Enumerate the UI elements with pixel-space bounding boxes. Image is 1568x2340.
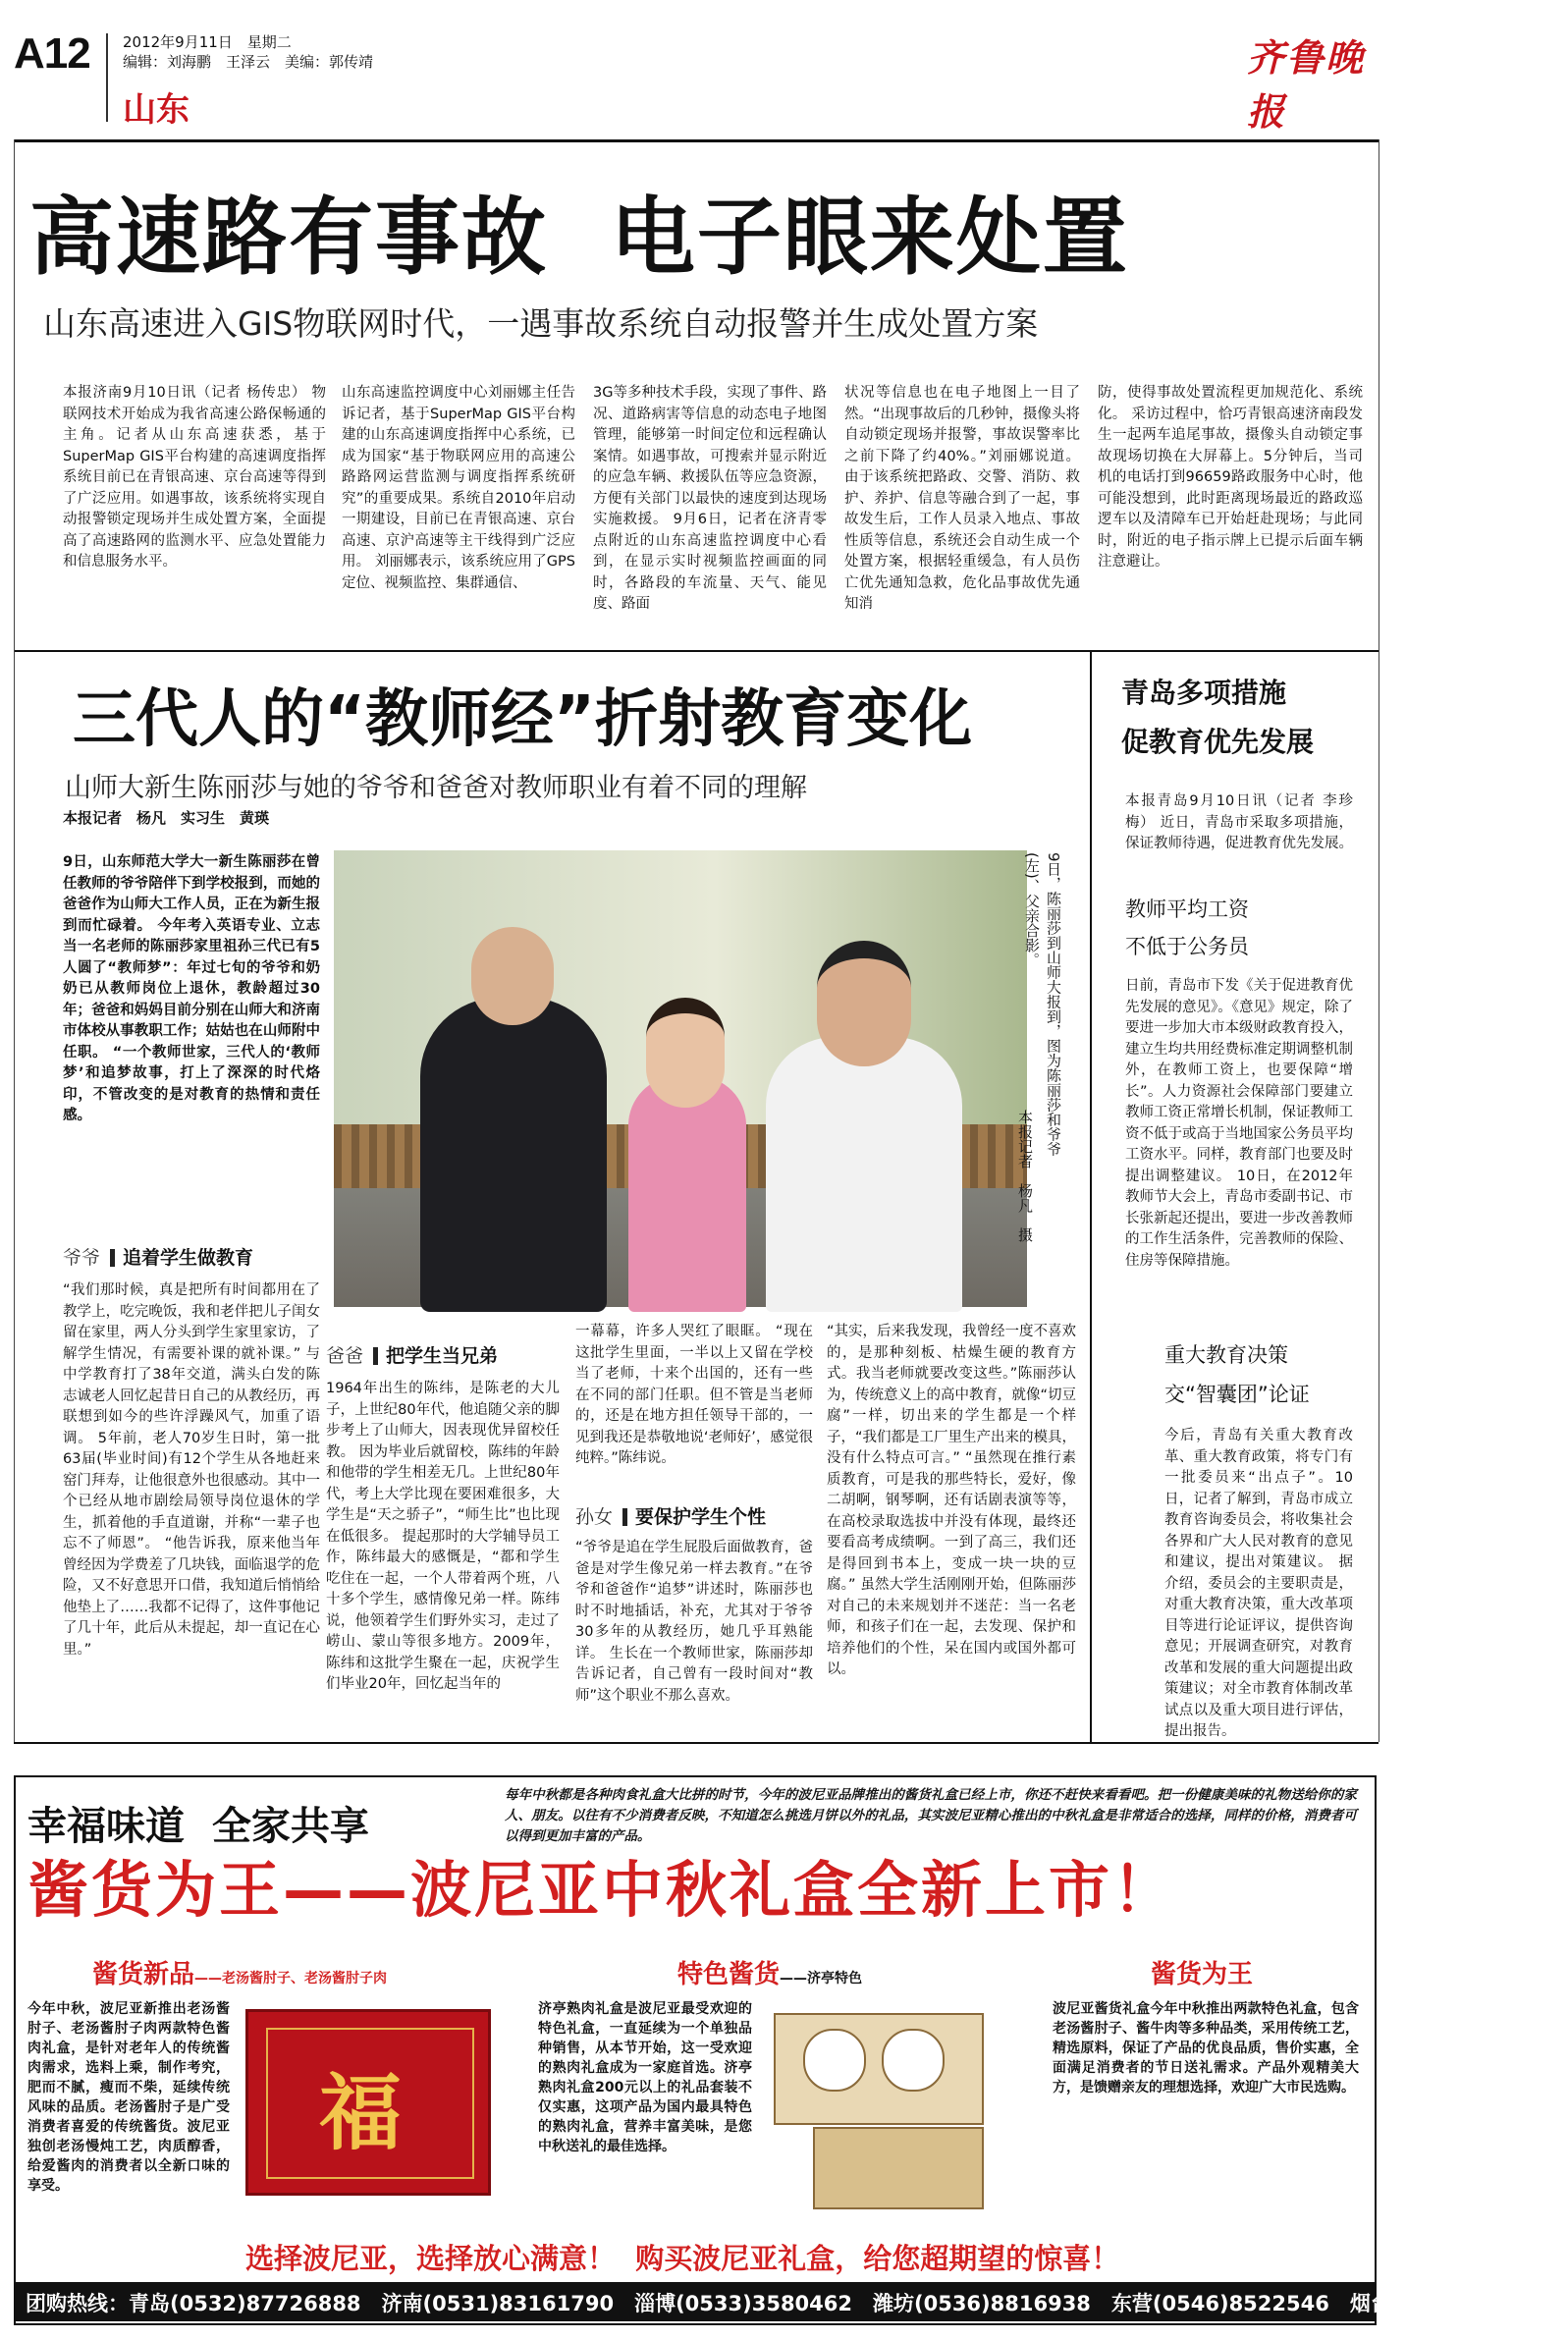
story1-col3: 3G等多种技术手段，实现了事件、路况、道路病害等信息的动态电子地图管理，能够第一时间定位和远程确认案情。如遇事故，可搜索并显示附近的应急车辆、救援队伍等应急资源，方便有关部门以最快的速度到达现场实施救援。 9月6日，记者在济青零点附近的山东高速监控调度中心看到，在显示实时视频监控画面的同时，各路段的车流量、天气、能见度、路面 <box>593 385 827 612</box>
ad-slogan: 幸福味道 全家共享 <box>27 1804 369 1849</box>
newspaper-logo: 齐鲁晚报 <box>1247 35 1366 134</box>
ad-product3-head: 酱货为王 <box>1151 1960 1254 1989</box>
sidebar-head1-line1: 教师平均工资 <box>1125 898 1249 921</box>
ad-hotline: 团购热线：青岛(0532)87726888 济南(0531)83161790 淄博(0533)3580462 潍坊(0536)8816938 东营(0546)8522546 烟台(0535)6805771 <box>26 2292 1568 2315</box>
section-granddaughter-tag: 孙女 <box>575 1506 614 1528</box>
sidebar-title-line1: 青岛多项措施 <box>1121 677 1287 709</box>
section-father-head: 爸爸 把学生当兄弟 <box>326 1345 499 1367</box>
sidebar-head2-line2: 交“智囊团”论证 <box>1164 1383 1310 1406</box>
section-granddaughter-text: “爷爷是追在学生屁股后面做教育，爸爸是对学生像兄弟一样去教育。”在爷爷和爸爸作“追梦”讲述时，陈丽莎也时不时地插话，补充，尤其对于爷爷30多年的从教经历，她几乎耳熟能详。 生长在一个教师世家，陈丽莎却告诉记者，自己曾有一段时间对“教师”这个职业不那么喜欢。 <box>575 1540 813 1704</box>
section-grandpa-head: 爷爷 追着学生做教育 <box>63 1247 254 1269</box>
ad-headline: 酱货为王——波尼亚中秋礼盒全新上市！ <box>27 1854 1177 1926</box>
sidebar-lead: 本报青岛9月10日讯（记者 李珍梅） 近日，青岛市采取多项措施，保证教师待遇，促进教育优先发展。 <box>1125 793 1353 851</box>
sidebar-text2: 今后，青岛有关重大教育改革、重大教育政策，将专门有一批委员来“出点子”。10日，记者了解到，青岛市成立教育咨询委员会，将收集社会各界和广大人民对教育的意见和建议，提出对策建议。 据介绍，委员会的主要职责是，对重大教育决策，重大改革项目等进行论证评议，提供咨询意见；开展调查研究，对教育改革和发展的重大问题提出政策建议；对全市教育体制改革试点以及重大项目进行评估，提出报告。 <box>1164 1428 1353 1739</box>
ad-product2-text: 济亭熟肉礼盒是波尼亚最受欢迎的特色礼盒，一直延续为一个单独品种销售，从本节开始，这一受欢迎的熟肉礼盒成为一家庭首选。济亭熟肉礼盒200元以上的礼品套装不仅实惠，这项产品为国内最具特色的熟肉礼盒，营养丰富美味，是您中秋送礼的最佳选择。 <box>538 2001 752 2154</box>
page-number: A12 <box>14 29 90 78</box>
grandfather-figure <box>420 998 607 1312</box>
story2-intro: 9日，山东师范大学大一新生陈丽莎在曾任教师的爷爷陪伴下到学校报到，而她的爸爸作为山师大工作人员，正在为新生报到而忙碌着。 今年考入英语专业、立志当一名老师的陈丽莎家里祖孙三代已有5人圆了“教师梦”：年过七旬的爷爷和奶奶已从教师岗位上退休，教龄超过30年；爸爸和妈妈目前分别在山师大和济南市体校从事教职工作；姑姑也在山师附中任职。 “一个教师世家，三代人的‘教师梦’和追梦故事，打上了深深的时代烙印，不管改变的是对教育的热情和责任感。 <box>63 854 320 1123</box>
sidebar-head2-line1: 重大教育决策 <box>1164 1343 1288 1367</box>
section-grandpa-text: “我们那时候，真是把所有时间都用在了教学上，吃完晚饭，我和老伴把儿子闺女留在家里，两人分头到学生家里家访，了解学生情况，有需要补课的就补课。” 与中学教育打了38年交道，满头白发的陈志诚老人回忆起昔日自己的从教经历，再联想到如今的些许浮躁风气，加重了语调。 5年前，老人70岁生日时，第一批63届(毕业时间)有12个学生从各地赶来窑门拜寿，让他很意外也很感动。其中一个已经从地市剧绘局领导岗位退休的学生，抓着他的手直道谢，并称“一辈子也忘不了师恩”。 “他告诉我，原来他当年曾经因为学费差了几块钱，面临退学的危险，又不好意思开口借，我知道后悄悄给他垫上了……我都不记得了，这件事他记了几十年，此后从未提起，却一直记在心里。” <box>63 1282 320 1658</box>
story1-title: 高速路有事故 电子眼来处置 <box>29 189 1129 287</box>
sidebar-title-line2: 促教育优先发展 <box>1121 726 1315 758</box>
section-father-text: 1964年出生的陈纬，是陈老的大儿子，上世纪80年代，他追随父亲的脚步考上了山师大，因表现优异留校任教。 因为毕业后就留校，陈纬的年龄和他带的学生相差无几。上世纪80年代，考上大学比现在要困难很多，大学生是“天之骄子”，“师生比”也比现在低很多。 提起那时的大学辅导员工作，陈纬最大的感慨是，“都和学生吃住在一起，一个人带着两个班，八十多个学生，感情像兄弟一样。陈纬说，他领着学生们野外实习，走过了崂山、蒙山等很多地方。2009年，陈纬和这批学生聚在一起，庆祝学生们毕业20年，回忆起当年的 <box>326 1381 560 1692</box>
sidebar-head1-line2: 不低于公务员 <box>1125 935 1249 958</box>
ad-product1-text: 今年中秋，波尼亚新推出老汤酱肘子、老汤酱肘子肉两款特色酱肉礼盒，是针对老年人的传统酱肉需求，选料上乘，制作考究，肥而不腻，瘦而不柴，延续传统风味的品质。老汤酱肘子是广受消费者喜爱的传统酱货。波尼亚独创老汤慢炖工艺，肉质醇香，给爱酱肉的消费者以全新口味的享受。 <box>27 2001 230 2194</box>
story2-title: 三代人的“教师经”折射教育变化 <box>73 683 973 756</box>
sidebar-text1: 日前，青岛市下发《关于促进教育优先发展的意见》。《意见》规定，除了要进一步加大市本级财政教育投入，建立生均共用经费标准定期调整机制外，在教师工资上，也要保障“增长”。人力资源社会保障部门要建立教师工资正常增长机制，保证教师工资不低于或高于当地国家公务员平均工资水平。同样，教育部门也要及时提出调整建议。 10日，在2012年教师节大会上，青岛市委副书记、市长张新起还提出，要进一步改善教师的工作生活条件，完善教师的保险、住房等保障措施。 <box>1125 978 1353 1269</box>
granddaughter-figure <box>628 1076 746 1312</box>
issue-date: 2012年9月11日 星期二 <box>123 33 292 51</box>
ad-product3-text: 波尼亚酱货礼盒今年中秋推出两款特色礼盒，包含老汤酱肘子、酱牛肉等多种品类，采用传统工艺，精选原料，保证了产品的优良品质，售价实惠，全面满足消费者的节日送礼需求。产品外观精美大方，是馈赠亲友的理想选择，欢迎广大市民选购。 <box>1053 2001 1359 2095</box>
story1-col4: 状况等信息也在电子地图上一目了然。“出现事故后的几秒钟，摄像头将自动锁定现场并报警，事故误警率比之前下降了约40%。”刘丽娜说道。 由于该系统把路政、交警、消防、救护、养护、信息等融合到了一起，事故发生后，工作人员录入地点、事故性质等信息，系统还会自动生成一个处置方案，根据轻重缓急，有人员伤亡优先通知急救，危化品事故优先通知消 <box>844 385 1080 612</box>
section-granddaughter-head: 孙女 要保护学生个性 <box>575 1506 767 1528</box>
section-label: 山东 <box>123 90 189 130</box>
story1-subtitle: 山东高速进入GIS物联网时代，一遇事故系统自动报警并生成处置方案 <box>43 304 1039 343</box>
ad-note: 每年中秋都是各种肉食礼盒大比拼的时节，今年的波尼亚品牌推出的酱货礼盒已经上市，你还不赶快来看看吧。把一份健康美味的礼物送给你的家人、朋友。以往有不少消费者反映，不知道怎么挑选月饼以外的礼品，其实波尼亚精心推出的中秋礼盒是非常适合的选择，同样的价格，消费者可以得到更加丰富的产品。 <box>505 1787 1357 1844</box>
family-photo <box>334 850 1027 1307</box>
story2-col4: “其实，后来我发现，我曾经一度不喜欢的，是那种刻板、枯燥生硬的教育方式。我当老师就要改变这些。”陈丽莎认为，传统意义上的高中教育，就像“切豆腐”一样，切出来的学生都是一个样子，“我们都是工厂里生产出来的模具，没有什么特点可言。” “虽然现在推行素质教育，可是我的那些特长，爱好，像二胡啊，钢琴啊，还有话剧表演等等，在高校录取选拔中并没有体现，最终还要看高考成绩啊。一到了高三，我们还是得回到书本上，变成一块一块的豆腐。” 虽然大学生活刚刚开始，但陈丽莎对自己的未来规划并不迷茫：当一名老师，和孩子们在一起，去发现、保护和培养他们的个性，呆在国内或国外都可以。 <box>827 1324 1077 1677</box>
story2-byline: 本报记者 杨凡 实习生 黄瑛 <box>63 809 270 827</box>
photo-caption: 9日，陈丽莎到山师大报到，图为陈丽莎和爷爷(左)、父亲合影。 <box>1023 852 1062 1157</box>
jiting-gift-box-image <box>774 1999 986 2205</box>
story2-subtitle: 山师大新生陈丽莎与她的爷爷和爸爸对教师职业有着不同的理解 <box>65 773 807 803</box>
gift-box-image <box>245 2009 491 2196</box>
ad-product1-head: 酱货新品——老汤酱肘子、老汤酱肘子肉 <box>92 1960 388 1989</box>
section-grandpa-tag: 爷爷 <box>63 1247 101 1269</box>
photo-credit: 本报记者 杨凡 摄 <box>1016 1110 1034 1242</box>
section-father-tag: 爸爸 <box>326 1345 364 1367</box>
ad-footer-slogan: 选择波尼亚，选择放心满意！ 购买波尼亚礼盒，给您超期望的惊喜！ <box>245 2242 1120 2275</box>
story1-col2: 山东高速监控调度中心刘丽娜主任告诉记者，基于SuperMap GIS平台构建的山东高速调度指挥中心系统，已成为国家“基于物联网应用的高速公路路网运营监测与调度指挥系统研究”的重要成果。系统自2010年启动一期建设，目前已在青银高速、京台高速、京沪高速等主干线得到广泛应用。 刘丽娜表示，该系统应用了GPS定位、视频监控、集群通信、 <box>342 385 575 591</box>
gift-box-fu-character: 福 <box>319 2064 403 2161</box>
story1-col1: 本报济南9月10日讯（记者 杨传忠） 物联网技术开始成为我省高速公路保畅通的主角。记者从山东高速获悉，基于SuperMap GIS平台构建的高速调度指挥系统目前已在青银高速、京台高速等得到了广泛应用。如遇事故，该系统将实现自动报警锁定现场并生成处置方案，全面提高了高速路网的监测水平、应急处置能力和信息服务水平。 <box>63 385 326 570</box>
story1-col5: 防，使得事故处置流程更加规范化、系统化。 采访过程中，恰巧青银高速济南段发生一起两车追尾事故，摄像头自动锁定事故现场切换在大屏幕上。5分钟后，当司机的电话打到96659路政服务中心时，他可能没想到，此时距离现场最近的路政巡逻车以及清障车已开始赶赴现场；与此同时，附近的电子指示牌上已提示后面车辆注意避让。 <box>1098 385 1363 570</box>
father-figure <box>766 1037 962 1312</box>
ad-product2-head: 特色酱货——济亭特色 <box>677 1960 863 1989</box>
editors-line: 编辑：刘海鹏 王泽云 美编：郭传靖 <box>123 53 374 71</box>
story2-col3-top: 一幕幕，许多人哭红了眼眶。 “现在这批学生里面，一半以上又留在学校当了老师，十来个出国的，还有一些在不同的部门任职。但不管是当老师的，还是在地方担任领导干部的，一见到我还是恭敬地说‘老师好’，感觉很纯粹。”陈纬说。 <box>575 1324 813 1466</box>
